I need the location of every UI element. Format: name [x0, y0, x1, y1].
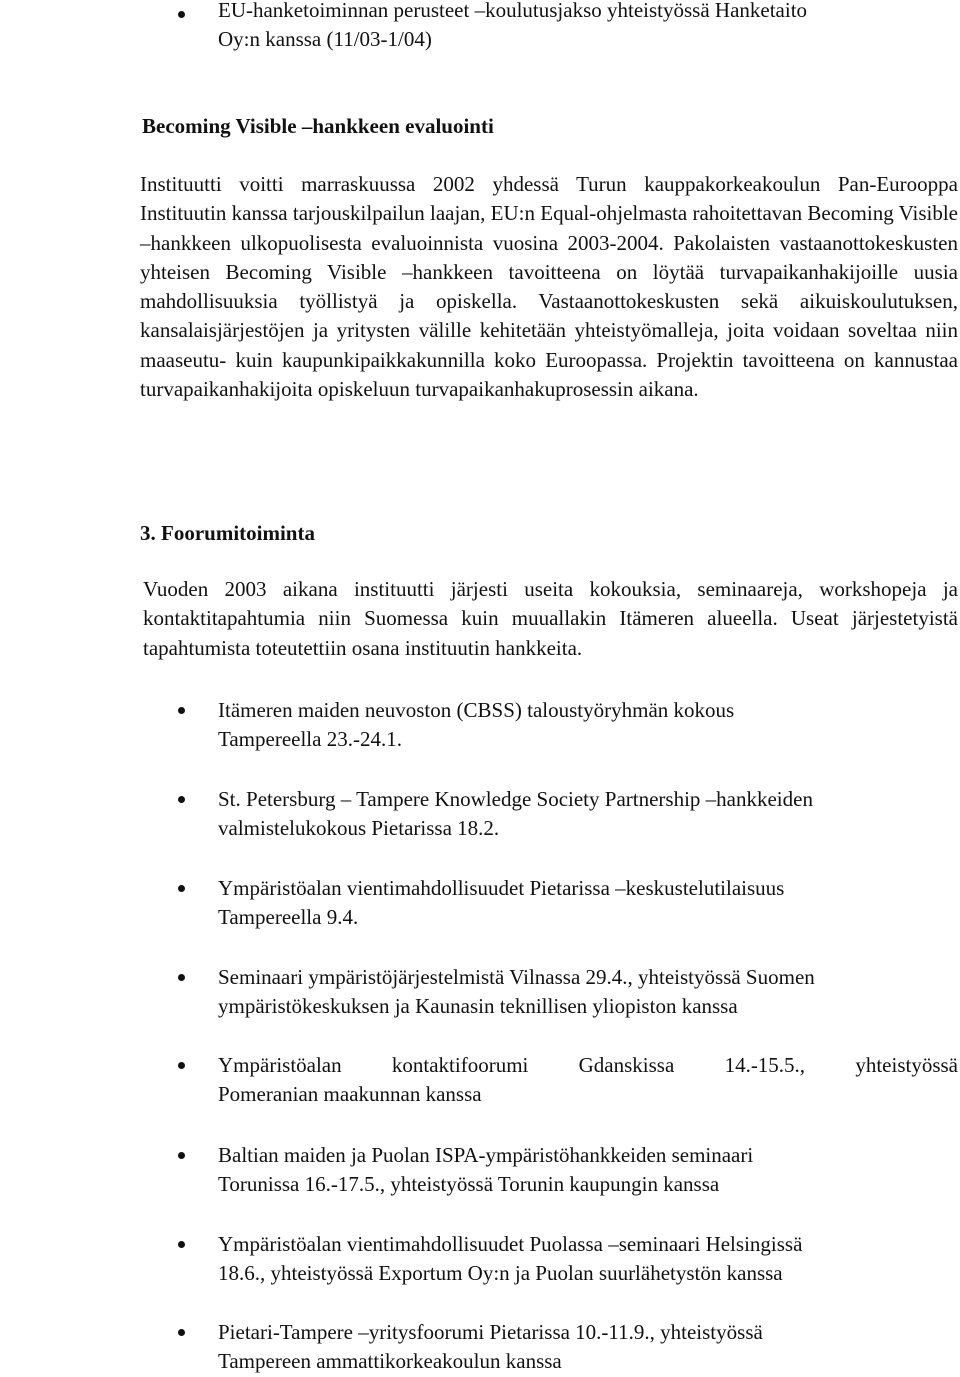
- top-bullet-line-1: EU-hanketoiminnan perusteet –koulutusjakso yhteistyössä Hanketaito: [218, 0, 808, 22]
- paragraph-becoming-visible: Instituutti voitti marraskuussa 2002 yhdessä Turun kauppakorkeakoulun Pan-Eurooppa Instituutin kanssa tarjouskilpailun laajan, EU:n Equal-ohjelmasta rahoitettavan Becoming Visible –hankkeen ulkopuolisesta evaluoinnista vuosina 2003-2004. Pakolaisten vastaanottokeskusten yhteisen Becoming Visible –hankkeen tavoitteena on löytää turvapaikanhakijoille uusia mahdollisuuksia työllistyä ja opiskella. Vastaanottokeskusten sekä aikuiskoulutuksen, kansalaisjärjestöjen ja yritysten välille kehitetään yhteistyömalleja, joita voidaan soveltaa niin maaseutu- kuin kaupunkipaikkakunnilla koko Euroopassa. Projektin tavoitteena on kannustaa turvapaikanhakijoita opiskeluun turvapaikanhakuprosessin aikana.: [140, 172, 958, 402]
- list-item-line-1: Ympäristöalan kontaktifoorumi Gdanskissa 14.-15.5., yhteistyössä: [218, 1053, 958, 1077]
- section-title-becoming-visible: Becoming Visible –hankkeen evaluointi: [142, 114, 494, 138]
- bullet-icon: [178, 707, 185, 714]
- list-item-line-2: Tampereen ammattikorkeakoulun kanssa: [218, 1349, 562, 1374]
- list-item-line-2: Tampereella 9.4.: [218, 905, 359, 930]
- list-item-line-1: Ympäristöalan vientimahdollisuudet Puolassa –seminaari Helsingissä: [218, 1232, 803, 1256]
- list-item-line-1: Baltian maiden ja Puolan ISPA-ympäristöhankkeiden seminaari: [218, 1143, 754, 1167]
- bullet-icon: [178, 1241, 185, 1248]
- list-item-line-2: Pomeranian maakunnan kanssa: [218, 1082, 482, 1107]
- bullet-icon: [178, 974, 185, 981]
- list-item-line-2: Torunissa 16.-17.5., yhteistyössä Torunin kaupungin kanssa: [218, 1172, 720, 1197]
- bullet-icon: [178, 885, 185, 892]
- list-item-line-1: Ympäristöalan vientimahdollisuudet Pietarissa –keskustelutilaisuus: [218, 876, 785, 900]
- bullet-icon: [178, 796, 185, 803]
- list-item-line-1: Pietari-Tampere –yritysfoorumi Pietarissa 10.-11.9., yhteistyössä: [218, 1320, 763, 1344]
- section-title-forum: 3. Foorumitoiminta: [140, 521, 315, 545]
- list-item-line-1: Itämeren maiden neuvoston (CBSS) taloustyöryhmän kokous: [218, 698, 735, 722]
- list-item-line-1: St. Petersburg – Tampere Knowledge Society Partnership –hankkeiden: [218, 787, 813, 811]
- paragraph-forum: Vuoden 2003 aikana instituutti järjesti useita kokouksia, seminaareja, workshopeja ja kontaktitapahtumia niin Suomessa kuin muuallakin Itämeren alueella. Useat järjestetyistä tapahtumista toteutettiin osana instituutin hankkeita.: [143, 577, 958, 660]
- list-item-line-2: valmistelukokous Pietarissa 18.2.: [218, 816, 500, 841]
- top-bullet-line-2: Oy:n kanssa (11/03-1/04): [218, 27, 432, 52]
- list-item-line-1: Seminaari ympäristöjärjestelmistä Vilnassa 29.4., yhteistyössä Suomen: [218, 965, 815, 989]
- bullet-icon: [178, 11, 185, 18]
- list-item-line-2: 18.6., yhteistyössä Exportum Oy:n ja Puolan suurlähetystön kanssa: [218, 1261, 783, 1286]
- bullet-icon: [178, 1152, 185, 1159]
- bullet-icon: [178, 1329, 185, 1336]
- bullet-icon: [178, 1062, 185, 1069]
- list-item-line-2: ympäristökeskuksen ja Kaunasin teknillisen yliopiston kanssa: [218, 994, 738, 1019]
- list-item-line-2: Tampereella 23.-24.1.: [218, 727, 402, 752]
